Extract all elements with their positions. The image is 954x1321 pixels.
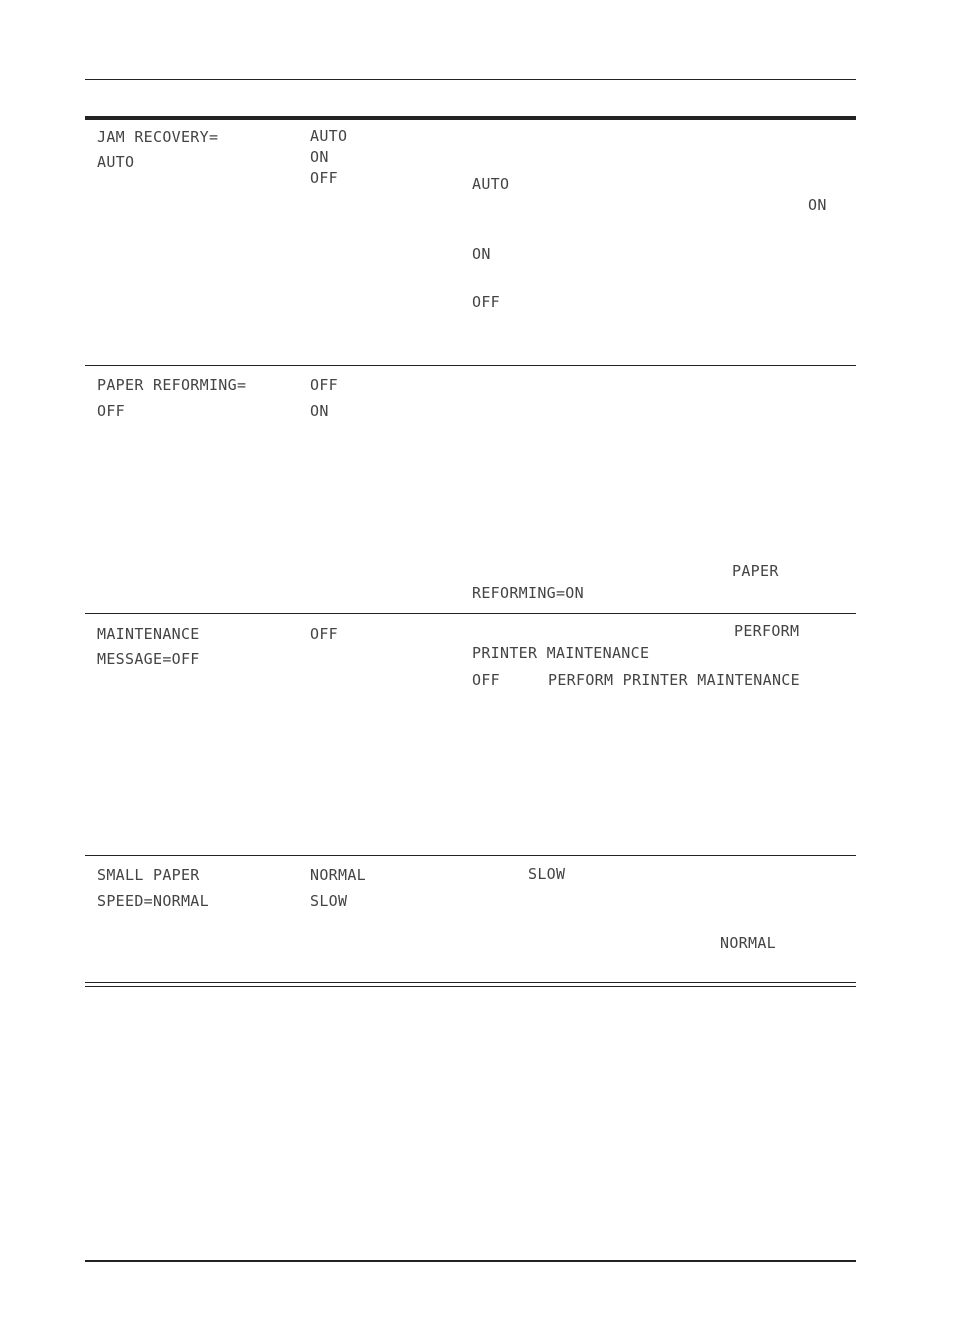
description-keyword: PAPER [732,562,779,580]
description-keyword: PERFORM [734,622,800,640]
description-keyword: SLOW [528,865,566,883]
description-keyword: NORMAL [720,934,776,952]
row-divider [85,613,856,614]
row-divider [85,855,856,856]
menu-item-default: MESSAGE=OFF [97,650,200,668]
table-bottom-rule [85,986,856,987]
description-keyword: REFORMING=ON [472,584,584,602]
footer-rule [85,1260,856,1262]
value-option: OFF [310,625,338,643]
value-option: SLOW [310,892,348,910]
table-bottom-rule [85,982,856,983]
header-rule [85,79,856,80]
menu-item-label: PAPER REFORMING= [97,376,247,394]
value-option: ON [310,402,329,420]
table-top-rule [85,116,856,120]
menu-item-default: AUTO [97,153,135,171]
description-keyword: PRINTER MAINTENANCE [472,644,650,662]
description-keyword: PERFORM PRINTER MAINTENANCE [548,671,800,689]
value-option: OFF [310,376,338,394]
menu-item-label: SMALL PAPER [97,866,200,884]
description-keyword: OFF [472,293,500,311]
description-keyword: OFF [472,671,500,689]
menu-item-label: JAM RECOVERY= [97,128,219,146]
value-option: NORMAL [310,866,366,884]
description-keyword: AUTO [472,175,510,193]
menu-item-label: MAINTENANCE [97,625,200,643]
row-divider [85,365,856,366]
value-option: OFF [310,169,338,187]
menu-item-default: OFF [97,402,125,420]
description-keyword: ON [808,196,827,214]
description-keyword: ON [472,245,491,263]
value-option: ON [310,148,329,166]
menu-item-default: SPEED=NORMAL [97,892,209,910]
value-option: AUTO [310,127,348,145]
